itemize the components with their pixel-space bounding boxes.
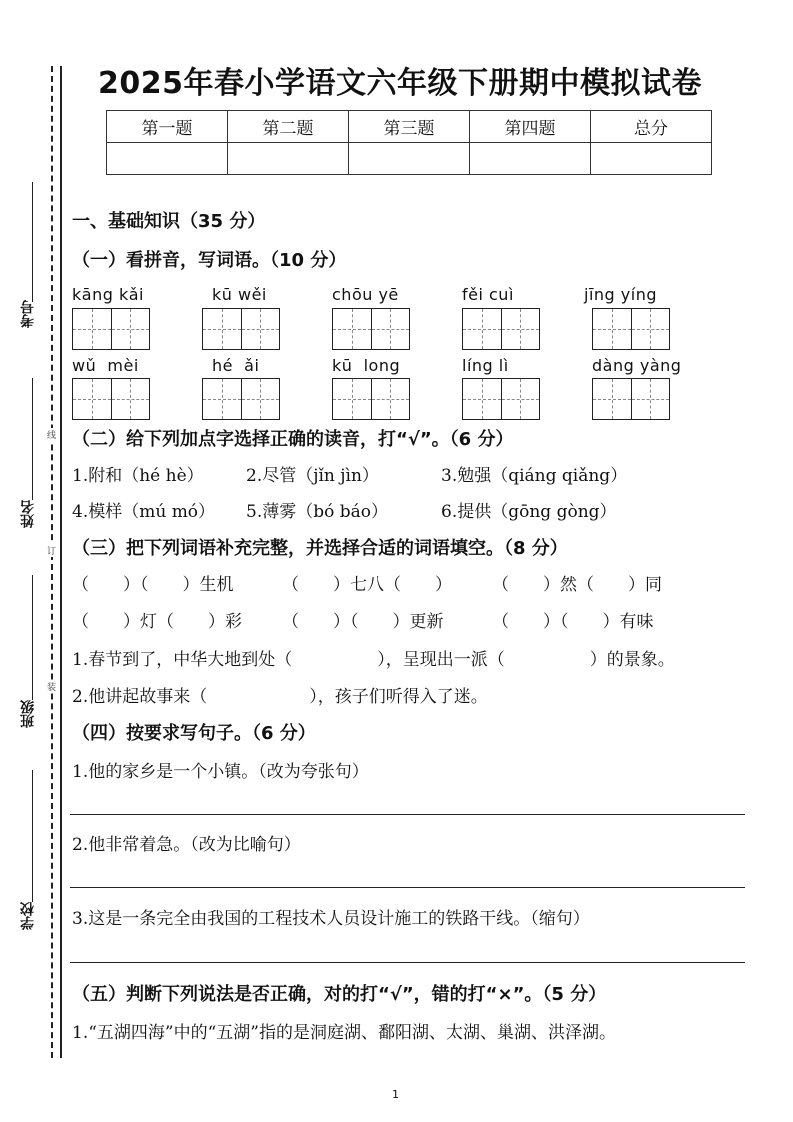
part-4-title: （四）按要求写句子。（6 分） xyxy=(72,723,316,744)
pron-item-3: 3.勉强（qiáng qiǎng） xyxy=(441,466,628,486)
sentence-question-1: 1.他的家乡是一个小镇。（改为夸张句） xyxy=(72,762,369,782)
answer-line-3[interactable] xyxy=(70,962,745,963)
writing-grid[interactable] xyxy=(592,378,670,420)
writing-grid[interactable] xyxy=(202,308,280,350)
judge-question-1: 1.“五湖四海”中的“五湖”指的是洞庭湖、鄱阳湖、太湖、巢湖、洪泽湖。 xyxy=(72,1023,616,1043)
score-cell[interactable] xyxy=(470,143,591,175)
score-cell[interactable] xyxy=(591,143,712,175)
pinyin-6: wǔ mèi xyxy=(72,356,139,375)
part-1-title: （一）看拼音，写词语。（10 分） xyxy=(72,250,347,271)
binding-dashed-line xyxy=(51,66,53,1058)
blank-banji xyxy=(32,575,33,700)
fill-word-2[interactable]: （ ）七八（ ） xyxy=(282,575,452,595)
pinyin-5: jīng yíng xyxy=(584,285,657,304)
pron-item-4: 4.模样（mú mó） xyxy=(72,502,216,522)
score-table xyxy=(106,110,712,175)
sentence-question-2: 2.他非常着急。（改为比喻句） xyxy=(72,835,301,855)
pinyin-3: chōu yē xyxy=(332,285,399,304)
score-cell[interactable] xyxy=(107,143,228,175)
binding-solid-line xyxy=(60,66,62,1058)
answer-line-1[interactable] xyxy=(70,814,745,815)
writing-grid[interactable] xyxy=(462,378,540,420)
fill-word-5[interactable]: （ ）（ ）更新 xyxy=(282,612,444,632)
fill-word-4[interactable]: （ ）灯（ ）彩 xyxy=(72,612,242,632)
score-cell[interactable] xyxy=(228,143,349,175)
pron-item-1: 1.附和（hé hè） xyxy=(72,466,204,486)
section-1-title: 一、基础知识（35 分） xyxy=(72,211,266,232)
label-banji: 班级 xyxy=(20,700,36,728)
fill-word-3[interactable]: （ ）然（ ）同 xyxy=(492,575,662,595)
label-kaohao: 考号 xyxy=(20,300,36,328)
pinyin-10: dàng yàng xyxy=(592,356,682,375)
binding-char-ding: 订 xyxy=(47,544,56,557)
score-header-3: 第三题 xyxy=(349,111,470,143)
fill-sentence-1[interactable]: 1.春节到了，中华大地到处（ ），呈现出一派（ ）的景象。 xyxy=(72,650,675,670)
pinyin-9: líng lì xyxy=(462,356,509,375)
score-cell[interactable] xyxy=(349,143,470,175)
pinyin-4: fěi cuì xyxy=(462,285,514,304)
writing-grid[interactable] xyxy=(332,308,410,350)
writing-grid[interactable] xyxy=(462,308,540,350)
score-header-total: 总分 xyxy=(591,111,712,143)
pron-item-6: 6.提供（gōng gòng） xyxy=(441,502,617,522)
part-5-title: （五）判断下列说法是否正确，对的打“√”，错的打“×”。（5 分） xyxy=(72,984,607,1005)
writing-grid[interactable] xyxy=(202,378,280,420)
fill-word-6[interactable]: （ ）（ ）有味 xyxy=(492,612,654,632)
label-xuexiao: 学校 xyxy=(20,902,36,930)
part-2-title: （二）给下列加点字选择正确的读音，打“√”。（6 分） xyxy=(72,429,514,450)
page-number: 1 xyxy=(392,1088,399,1101)
answer-line-2[interactable] xyxy=(70,887,745,888)
blank-xuexiao xyxy=(32,770,33,902)
blank-xingming xyxy=(32,378,33,500)
page-title: 2025年春小学语文六年级下册期中模拟试卷 xyxy=(98,66,702,101)
sentence-question-3: 3.这是一条完全由我国的工程技术人员设计施工的铁路干线。（缩句） xyxy=(72,909,590,929)
pron-item-5: 5.薄雾（bó báo） xyxy=(246,502,388,522)
blank-kaohao xyxy=(32,182,33,302)
pinyin-8: kū long xyxy=(332,356,401,375)
writing-grid[interactable] xyxy=(72,378,150,420)
pron-item-2: 2.尽管（jǐn jìn） xyxy=(246,466,379,486)
fill-sentence-2[interactable]: 2.他讲起故事来（ ），孩子们听得入了迷。 xyxy=(72,687,488,707)
writing-grid[interactable] xyxy=(332,378,410,420)
fill-word-1[interactable]: （ ）（ ）生机 xyxy=(72,575,234,595)
pinyin-2: kū wěi xyxy=(212,285,267,304)
pinyin-7: hé ǎi xyxy=(212,356,260,375)
score-header-2: 第二题 xyxy=(228,111,349,143)
label-xingming: 姓名 xyxy=(20,500,36,528)
writing-grid[interactable] xyxy=(592,308,670,350)
binding-char-zhuang: 装 xyxy=(47,680,56,693)
pinyin-1: kāng kǎi xyxy=(72,285,144,304)
part-3-title: （三）把下列词语补充完整，并选择合适的词语填空。（8 分） xyxy=(72,538,568,559)
binding-char-xian: 线 xyxy=(47,428,56,441)
score-header-1: 第一题 xyxy=(107,111,228,143)
writing-grid[interactable] xyxy=(72,308,150,350)
score-header-4: 第四题 xyxy=(470,111,591,143)
